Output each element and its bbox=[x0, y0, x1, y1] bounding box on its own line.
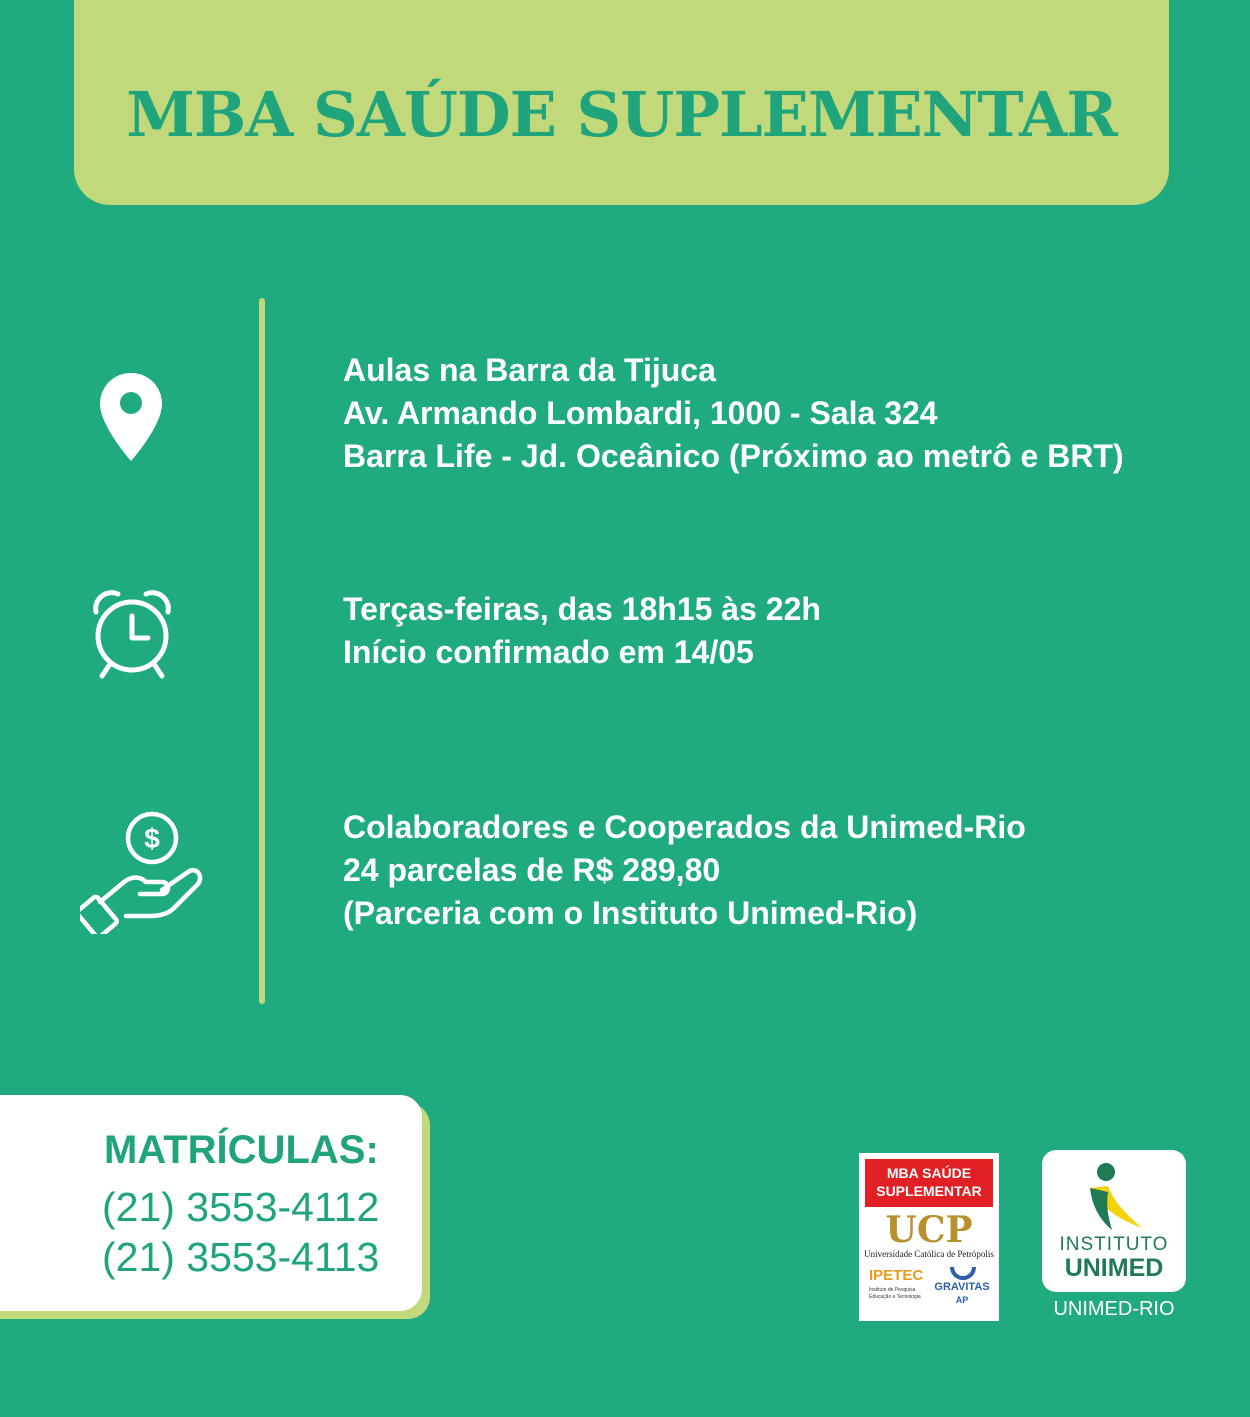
pricing-line-2: 24 parcelas de R$ 289,80 bbox=[343, 852, 721, 888]
schedule-info bbox=[343, 588, 821, 674]
phone-number-2[interactable]: (21) 3553-4113 bbox=[102, 1234, 380, 1280]
gravitas-mark-icon bbox=[949, 1263, 977, 1281]
ucp-logo-banner bbox=[865, 1159, 993, 1207]
vertical-divider bbox=[259, 298, 265, 1004]
location-pin-icon bbox=[98, 371, 164, 463]
ucp-subtitle: Universidade Católica de Petrópolis bbox=[864, 1249, 994, 1259]
unimed-figure-icon bbox=[1086, 1162, 1146, 1234]
phone-number-1[interactable]: (21) 3553-4112 bbox=[102, 1184, 380, 1230]
unimed-rio-caption: UNIMED-RIO bbox=[1053, 1298, 1175, 1320]
ucp-mark: UCP bbox=[885, 1209, 973, 1251]
ucp-banner-line-2: SUPLEMENTAR bbox=[876, 1183, 982, 1199]
gravitas-ap: AP bbox=[955, 1295, 969, 1305]
hand-coin-icon bbox=[80, 810, 206, 934]
svg-text:$: $ bbox=[144, 823, 160, 854]
pricing-line-3: (Parceria com o Instituto Unimed-Rio) bbox=[343, 895, 918, 931]
schedule-line-1: Terças-feiras, das 18h15 às 22h bbox=[343, 591, 821, 627]
pricing-line-1: Colaboradores e Cooperados da Unimed-Rio bbox=[343, 809, 1026, 845]
ipetec-logo: IPETEC bbox=[869, 1267, 924, 1284]
ipetec-sub-line-2: Educação e Tecnologia bbox=[869, 1294, 921, 1300]
location-line-1: Aulas na Barra da Tijuca bbox=[343, 352, 716, 388]
location-line-2: Av. Armando Lombardi, 1000 - Sala 324 bbox=[343, 395, 938, 431]
gravitas-logo: GRAVITAS bbox=[934, 1281, 990, 1293]
page-title: MBA SAÚDE SUPLEMENTAR bbox=[126, 78, 1117, 151]
instituto-unimed-logo bbox=[1042, 1150, 1186, 1292]
contact-title: MATRÍCULAS: bbox=[104, 1128, 379, 1172]
header-banner bbox=[74, 0, 1169, 205]
schedule-line-2: Início confirmado em 14/05 bbox=[343, 634, 754, 670]
unimed-logo-line-1: INSTITUTO bbox=[1059, 1234, 1169, 1255]
pricing-info bbox=[343, 806, 1026, 935]
ipetec-sub-line-1: Instituto de Pesquisa bbox=[869, 1287, 916, 1293]
location-info bbox=[343, 349, 1124, 478]
ucp-banner-line-1: MBA SAÚDE bbox=[886, 1165, 972, 1181]
ipetec-subtitle bbox=[869, 1287, 921, 1301]
ucp-logo bbox=[859, 1153, 999, 1321]
location-line-3: Barra Life - Jd. Oceânico (Próximo ao metrô e BRT) bbox=[343, 438, 1124, 474]
alarm-clock-icon bbox=[90, 588, 174, 680]
unimed-logo-line-2: UNIMED bbox=[1064, 1254, 1164, 1282]
